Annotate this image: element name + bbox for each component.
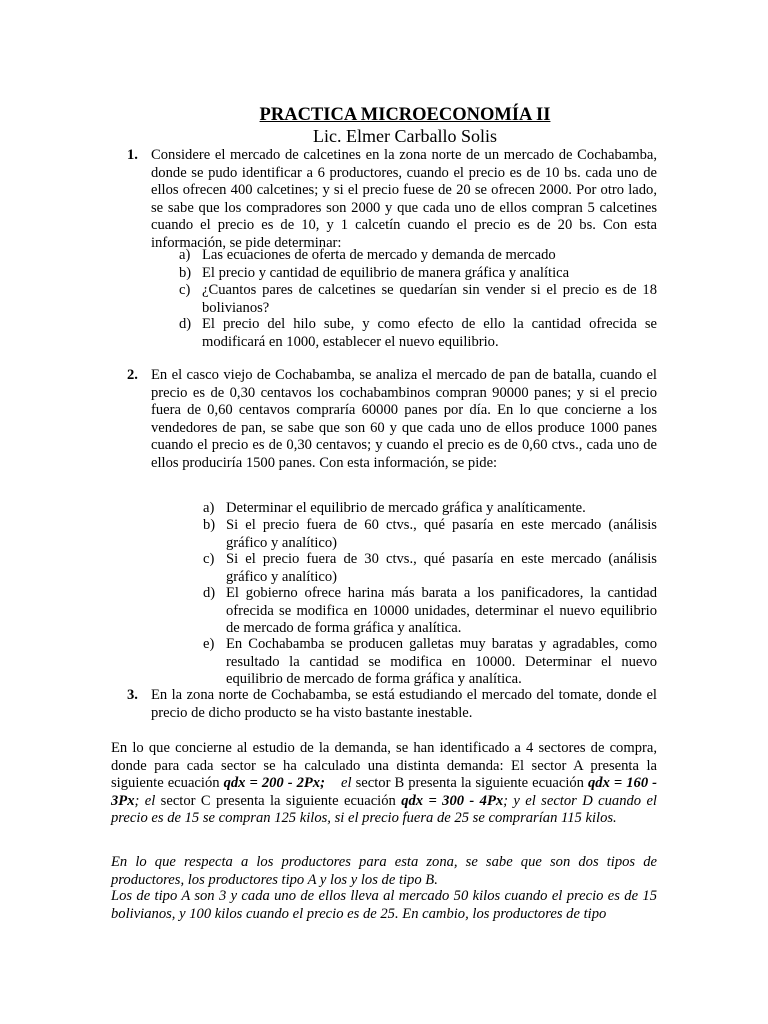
item-text: Determinar el equilibrio de mercado gráfica y analíticamente. xyxy=(226,500,586,516)
item-label: a) xyxy=(203,500,215,516)
question-2-text: En el casco viejo de Cochabamba, se analiza el mercado de pan de batalla, cuando el precio es de 0,30 centavos los cochabambinos compran 90000 panes; y si el precio fuera de 0,60 centavos compraría 60000 panes por día. En lo que concierne a los vendedores de pan, se sabe que son 60 y que cada uno de ellos produce 1000 panes cuando el precio es de 0,30 centavos; y cuando el precio es de 0,60 ctvs., cada uno de ellos produciría 1500 panes. Con esta información, se pide: xyxy=(151,367,657,471)
item-text: Las ecuaciones de oferta de mercado y demanda de mercado xyxy=(202,247,556,263)
demand-paragraph xyxy=(111,740,657,828)
demand-text-1: En lo que concierne al estudio de la demanda, se han identificado a 4 sectores de compra, donde para cada sector se ha calculado una distinta demanda: El sector A presenta la siguiente ecuación xyxy=(111,740,657,792)
item-label: d) xyxy=(179,316,192,332)
demand-text-4: ; el xyxy=(134,792,156,809)
demand-text-3: sector B presenta la siguiente ecuación xyxy=(351,775,588,792)
equation-sector-a: qdx = 200 - 2Px; xyxy=(223,775,325,792)
question-3-number: 3. xyxy=(127,687,138,703)
producers-type-a-paragraph: Los de tipo A son 3 y cada uno de ellos lleva al mercado 50 kilos cuando el precio es de 15 bolivianos, y 100 kilos cuando el precio es de 25. En cambio, los productores de tipo xyxy=(111,888,657,922)
document-author: Lic. Elmer Carballo Solis xyxy=(313,126,497,146)
demand-text-2: el xyxy=(341,775,352,792)
producers-paragraph: En lo que respecta a los productores para esta zona, se sabe que son dos tipos de productores, los productores tipo A y los y los de tipo B. xyxy=(111,854,657,888)
document-title: PRACTICA MICROECONOMÍA II xyxy=(259,105,551,125)
item-label: a) xyxy=(179,247,191,263)
item-text: El gobierno ofrece harina más barata a los panificadores, la cantidad ofrecida se modifica en 10000 unidades, determinar el nuevo equilibrio de mercado de forma gráfica y analítica. xyxy=(226,585,657,637)
item-text: Si el precio fuera de 30 ctvs., qué pasaría en este mercado (análisis gráfico y analítico) xyxy=(226,551,657,585)
item-label: c) xyxy=(203,551,215,567)
question-1-number: 1. xyxy=(127,147,138,163)
item-label: b) xyxy=(179,265,192,281)
item-label: c) xyxy=(179,282,191,298)
demand-text-5: sector C presenta la siguiente ecuación xyxy=(155,792,402,809)
demand-text-6: ; y el sector D cuando el precio es de 15 se compran 125 kilos, si el precio fuera de 25 se comprarían 115 kilos. xyxy=(111,792,657,827)
item-label: d) xyxy=(203,585,216,601)
item-text: El precio del hilo sube, y como efecto de ello la cantidad ofrecida se modificará en 1000, establecer el nuevo equilibrio. xyxy=(202,316,657,350)
item-label: e) xyxy=(203,636,215,652)
item-text: El precio y cantidad de equilibrio de manera gráfica y analítica xyxy=(202,265,570,281)
item-text: En Cochabamba se producen galletas muy baratas y agradables, como resultado la cantidad se modifica en 10000. Determinar el nuevo equilibrio de mercado de forma gráfica y analítica. xyxy=(226,636,657,688)
equation-sector-c: qdx = 300 - 4Px xyxy=(401,792,504,809)
question-1-text: Considere el mercado de calcetines en la zona norte de un mercado de Cochabamba, donde se pudo identificar a 6 productores, cuando el precio es de 10 bs. cada uno de ellos ofrecen 400 calcetines; y si el precio fuese de 20 se ofrecen 2000. Por otro lado, se sabe que los compradores son 2000 y que cada uno de ellos compran 5 calcetines cuando el precio es de 10, y 1 calcetín cuando el precio es de 20 bs. Con esta información, se pide determinar: xyxy=(151,147,657,251)
item-label: b) xyxy=(203,517,216,533)
item-text: Si el precio fuera de 60 ctvs., qué pasaría en este mercado (análisis gráfico y analítico) xyxy=(226,517,657,551)
question-2-number: 2. xyxy=(127,367,138,383)
question-3-text: En la zona norte de Cochabamba, se está estudiando el mercado del tomate, donde el precio de dicho producto se ha visto bastante inestable. xyxy=(151,687,657,721)
equation-sector-b: qdx = 160 - 3Px xyxy=(111,775,657,809)
item-text: ¿Cuantos pares de calcetines se quedarían sin vender si el precio es de 18 bolivianos? xyxy=(202,282,657,316)
